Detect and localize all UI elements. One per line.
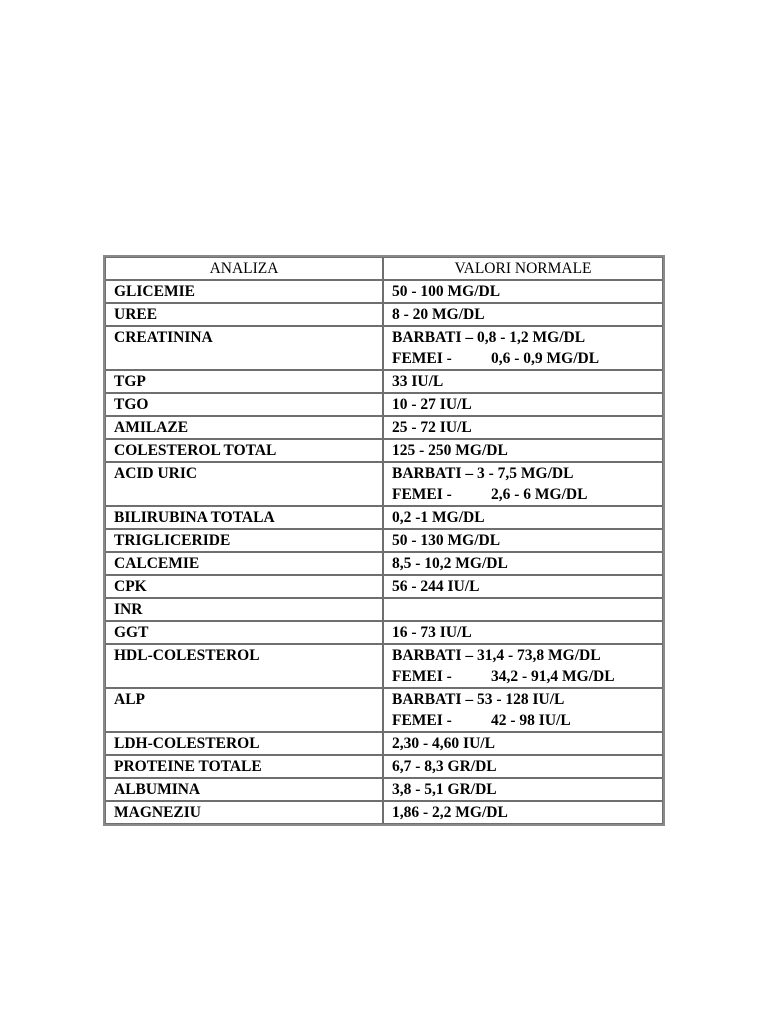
table-row: [105, 439, 663, 462]
valori-line: 3,8 - 5,1 GR/DL: [392, 781, 497, 798]
valori-cell: [383, 755, 663, 778]
valori-cell: [383, 280, 663, 303]
analiza-cell: TRIGLICERIDE: [105, 529, 383, 552]
valori-line: 25 - 72 IU/L: [392, 419, 472, 436]
table-row: [105, 621, 663, 644]
valori-line: BARBATI – 31,4 - 73,8 MG/DL: [392, 647, 601, 664]
table-row: [105, 575, 663, 598]
valori-cell: [383, 644, 663, 688]
table-row: [105, 462, 663, 506]
analiza-cell: GLICEMIE: [105, 280, 383, 303]
femei-label: FEMEI -: [392, 350, 452, 367]
table-row: [105, 755, 663, 778]
table-header: [105, 257, 663, 280]
valori-line: 10 - 27 IU/L: [392, 396, 472, 413]
valori-cell: [383, 393, 663, 416]
analiza-cell: CPK: [105, 575, 383, 598]
analiza-cell: TGP: [105, 370, 383, 393]
valori-line: BARBATI – 3 - 7,5 MG/DL: [392, 465, 574, 482]
table-row: [105, 778, 663, 801]
table-row: [105, 416, 663, 439]
valori-line: BARBATI – 53 - 128 IU/L: [392, 691, 565, 708]
analiza-cell: AMILAZE: [105, 416, 383, 439]
analiza-cell: MAGNEZIU: [105, 801, 383, 824]
table-row: [105, 370, 663, 393]
analiza-cell: TGO: [105, 393, 383, 416]
table-row: [105, 529, 663, 552]
table-row: [105, 280, 663, 303]
femei-line: [392, 710, 654, 731]
valori-line: 2,30 - 4,60 IU/L: [392, 735, 495, 752]
valori-line: 125 - 250 MG/DL: [392, 442, 508, 459]
femei-line: [392, 484, 654, 505]
valori-cell: [383, 598, 663, 621]
valori-line: 0,2 -1 MG/DL: [392, 509, 485, 526]
valori-cell: [383, 732, 663, 755]
valori-line: 8 - 20 MG/DL: [392, 306, 485, 323]
header-analiza: ANALIZA: [105, 257, 383, 280]
analiza-cell: UREE: [105, 303, 383, 326]
analiza-cell: GGT: [105, 621, 383, 644]
valori-cell: [383, 552, 663, 575]
analiza-cell: PROTEINE TOTALE: [105, 755, 383, 778]
valori-cell: [383, 801, 663, 824]
lab-values-table: [103, 255, 665, 826]
valori-cell: [383, 462, 663, 506]
table-row: [105, 598, 663, 621]
valori-cell: [383, 506, 663, 529]
analiza-cell: ACID URIC: [105, 462, 383, 506]
valori-cell: [383, 370, 663, 393]
table-row: [105, 303, 663, 326]
analiza-cell: ALP: [105, 688, 383, 732]
valori-line: 50 - 130 MG/DL: [392, 532, 501, 549]
valori-line: 16 - 73 IU/L: [392, 624, 472, 641]
femei-value: 42 - 98 IU/L: [491, 712, 571, 729]
femei-line: [392, 666, 654, 687]
femei-label: FEMEI -: [392, 668, 452, 685]
femei-value: 0,6 - 0,9 MG/DL: [491, 350, 600, 367]
analiza-cell: BILIRUBINA TOTALA: [105, 506, 383, 529]
valori-line: 50 - 100 MG/DL: [392, 283, 501, 300]
valori-cell: [383, 688, 663, 732]
analiza-cell: CREATININA: [105, 326, 383, 370]
analiza-cell: COLESTEROL TOTAL: [105, 439, 383, 462]
valori-cell: [383, 529, 663, 552]
analiza-cell: INR: [105, 598, 383, 621]
table-row: [105, 644, 663, 688]
valori-line: 6,7 - 8,3 GR/DL: [392, 758, 497, 775]
analiza-cell: ALBUMINA: [105, 778, 383, 801]
valori-cell: [383, 416, 663, 439]
table-body: [105, 280, 663, 824]
analiza-cell: LDH-COLESTEROL: [105, 732, 383, 755]
femei-value: 2,6 - 6 MG/DL: [491, 486, 588, 503]
table-row: [105, 326, 663, 370]
table-row: [105, 552, 663, 575]
table-row: [105, 801, 663, 824]
valori-cell: [383, 621, 663, 644]
table-row: [105, 688, 663, 732]
femei-value: 34,2 - 91,4 MG/DL: [491, 668, 615, 685]
femei-label: FEMEI -: [392, 712, 452, 729]
valori-cell: [383, 778, 663, 801]
femei-label: FEMEI -: [392, 486, 452, 503]
table-row: [105, 732, 663, 755]
valori-line: BARBATI – 0,8 - 1,2 MG/DL: [392, 329, 586, 346]
analiza-cell: CALCEMIE: [105, 552, 383, 575]
femei-line: [392, 348, 654, 369]
valori-cell: [383, 303, 663, 326]
valori-line: 56 - 244 IU/L: [392, 578, 480, 595]
valori-line: 1,86 - 2,2 MG/DL: [392, 804, 508, 821]
valori-line: 8,5 - 10,2 MG/DL: [392, 555, 508, 572]
valori-cell: [383, 326, 663, 370]
valori-cell: [383, 575, 663, 598]
header-valori-normale: VALORI NORMALE: [383, 257, 663, 280]
table-row: [105, 506, 663, 529]
valori-line: 33 IU/L: [392, 373, 444, 390]
valori-cell: [383, 439, 663, 462]
analiza-cell: HDL-COLESTEROL: [105, 644, 383, 688]
table-header-row: [105, 257, 663, 280]
table-row: [105, 393, 663, 416]
